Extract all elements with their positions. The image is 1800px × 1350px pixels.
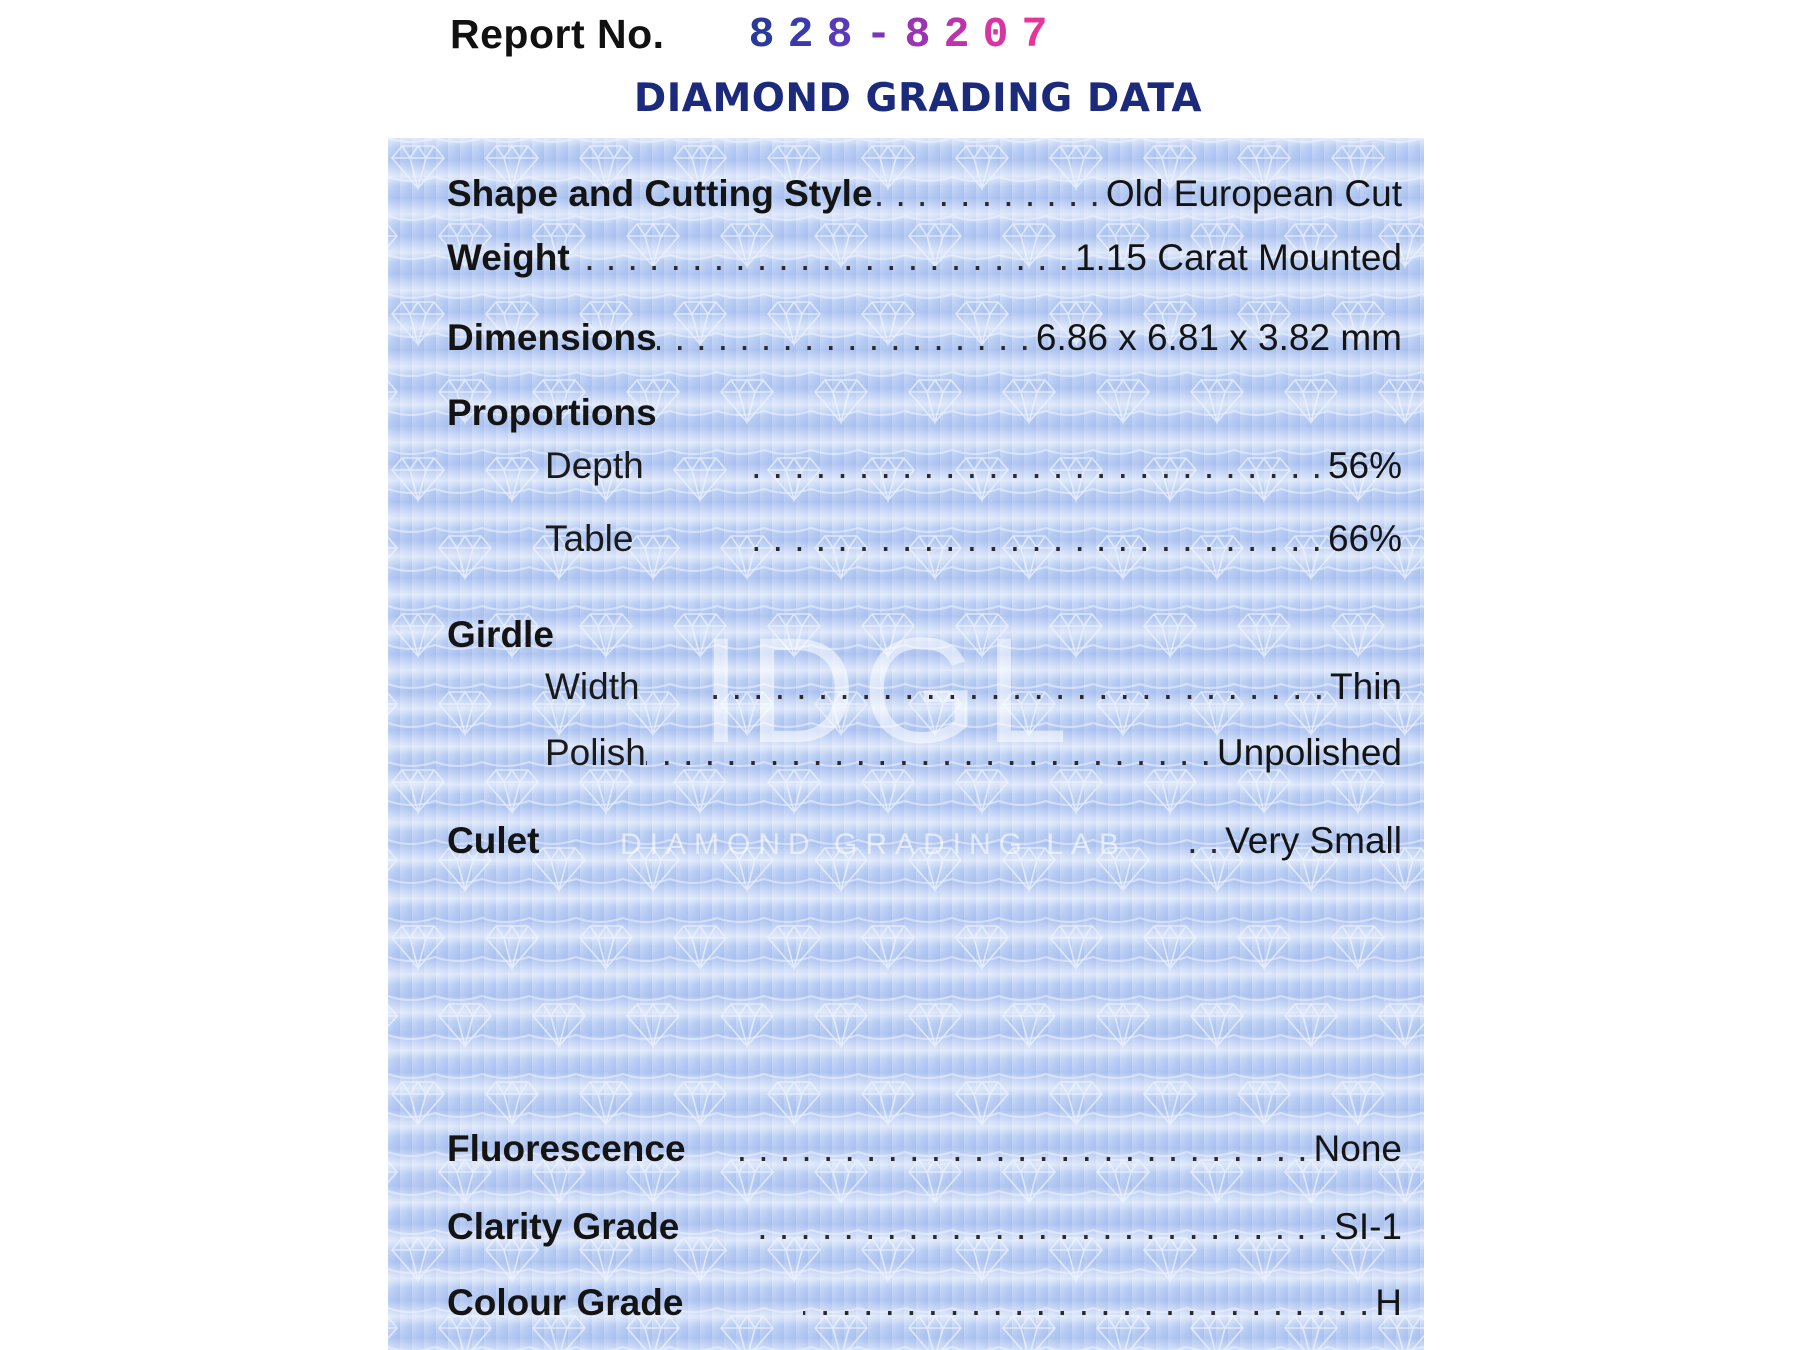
- shape-row: [447, 172, 1402, 216]
- proportions-heading: Proportions: [447, 392, 657, 433]
- report-number-char: 7: [1021, 9, 1048, 59]
- report-number-char: 8: [904, 9, 931, 59]
- girdle-width-row: [447, 665, 1402, 709]
- document-title: [0, 76, 1800, 121]
- report-label-line: [450, 4, 665, 64]
- dot-leader: [657, 317, 1036, 359]
- wave-line: [388, 801, 1424, 805]
- table-row: [447, 517, 1402, 561]
- diamond-outline-icon: [388, 536, 397, 578]
- depth-label: Depth: [545, 445, 644, 486]
- clarity-row: [447, 1205, 1402, 1249]
- wave-line: [388, 1191, 1424, 1195]
- wave-line: [388, 138, 1424, 142]
- diamond-outline-icon: [388, 692, 397, 734]
- wave-line: [388, 294, 1424, 298]
- dot-leader: [743, 518, 1327, 560]
- clarity-label: Clarity Grade: [447, 1206, 680, 1247]
- document-title-text: DIAMOND GRADING DATA: [633, 76, 1203, 121]
- dot-leader: [736, 1128, 1314, 1170]
- wave-line: [388, 216, 1424, 220]
- fluorescence-row: [447, 1127, 1402, 1171]
- report-label: Report No.: [450, 10, 665, 57]
- clarity-value: SI-1: [1334, 1206, 1402, 1247]
- report-number-char: 8: [748, 9, 775, 59]
- depth-row: [447, 444, 1402, 488]
- diamond-outline-icon: [388, 380, 397, 422]
- dot-leader: [700, 666, 1330, 708]
- wave-line: [388, 567, 1424, 571]
- girdle-width-label: Width: [545, 666, 640, 707]
- culet-value: Very Small: [1225, 820, 1402, 861]
- table-value: 66%: [1327, 518, 1402, 559]
- girdle-polish-value: Unpolished: [1216, 732, 1402, 773]
- weight-row: [447, 236, 1402, 280]
- weight-value: 1.15 Carat Mounted: [1074, 237, 1402, 278]
- wave-line: [388, 1269, 1424, 1273]
- dot-leader: [646, 732, 1217, 774]
- report-number-char: 8: [826, 9, 853, 59]
- dimensions-row: [447, 316, 1402, 360]
- report-number-char: -: [865, 9, 892, 59]
- shape-label: Shape and Cutting Style: [447, 173, 873, 214]
- colour-label: Colour Grade: [447, 1282, 684, 1323]
- wave-line: [388, 996, 1424, 1000]
- girdle-polish-label: Polish: [545, 732, 646, 773]
- shape-value: Old European Cut: [1105, 173, 1402, 214]
- diamond-outline-icon: [388, 1160, 397, 1202]
- girdle-width-value: Thin: [1330, 666, 1402, 707]
- wave-line: [388, 372, 1424, 376]
- fluorescence-label: Fluorescence: [447, 1128, 686, 1169]
- culet-label: Culet: [447, 820, 540, 861]
- girdle-polish-row: [447, 731, 1402, 775]
- dot-leader: [1180, 820, 1226, 862]
- dot-leader: [570, 237, 1075, 279]
- watermark-subtitle: DIAMOND GRADING LAB: [620, 828, 1128, 861]
- watermark-logo: IDGL: [700, 606, 1075, 774]
- colour-value: H: [1375, 1282, 1402, 1323]
- fluorescence-value: None: [1313, 1128, 1402, 1169]
- depth-value: 56%: [1327, 445, 1402, 486]
- girdle-heading: Girdle: [447, 614, 554, 655]
- weight-label: Weight: [447, 237, 570, 278]
- report-number: [742, 4, 1054, 64]
- wave-line: [388, 879, 1424, 883]
- report-number-char: 0: [982, 9, 1009, 59]
- wave-line: [388, 1035, 1424, 1039]
- diamond-outline-icon: [388, 848, 397, 890]
- dimensions-value: 6.86 x 6.81 x 3.82 mm: [1035, 317, 1402, 358]
- wave-line: [388, 1074, 1424, 1078]
- dot-leader: [754, 445, 1328, 487]
- dot-leader: [803, 1282, 1375, 1324]
- diamond-outline-icon: [388, 1316, 397, 1350]
- wave-line: [388, 1113, 1424, 1117]
- diamond-outline-icon: [388, 1004, 397, 1046]
- wave-line: [388, 918, 1424, 922]
- culet-row: [447, 819, 1402, 863]
- table-label: Table: [545, 518, 634, 559]
- report-number-char: 2: [943, 9, 970, 59]
- colour-row: [447, 1281, 1402, 1325]
- wave-line: [388, 489, 1424, 493]
- diamond-outline-icon: [388, 224, 397, 266]
- dot-leader: [759, 1206, 1334, 1248]
- dot-leader: [873, 173, 1106, 215]
- report-number-char: 2: [787, 9, 814, 59]
- wave-line: [388, 957, 1424, 961]
- dimensions-label: Dimensions: [447, 317, 657, 358]
